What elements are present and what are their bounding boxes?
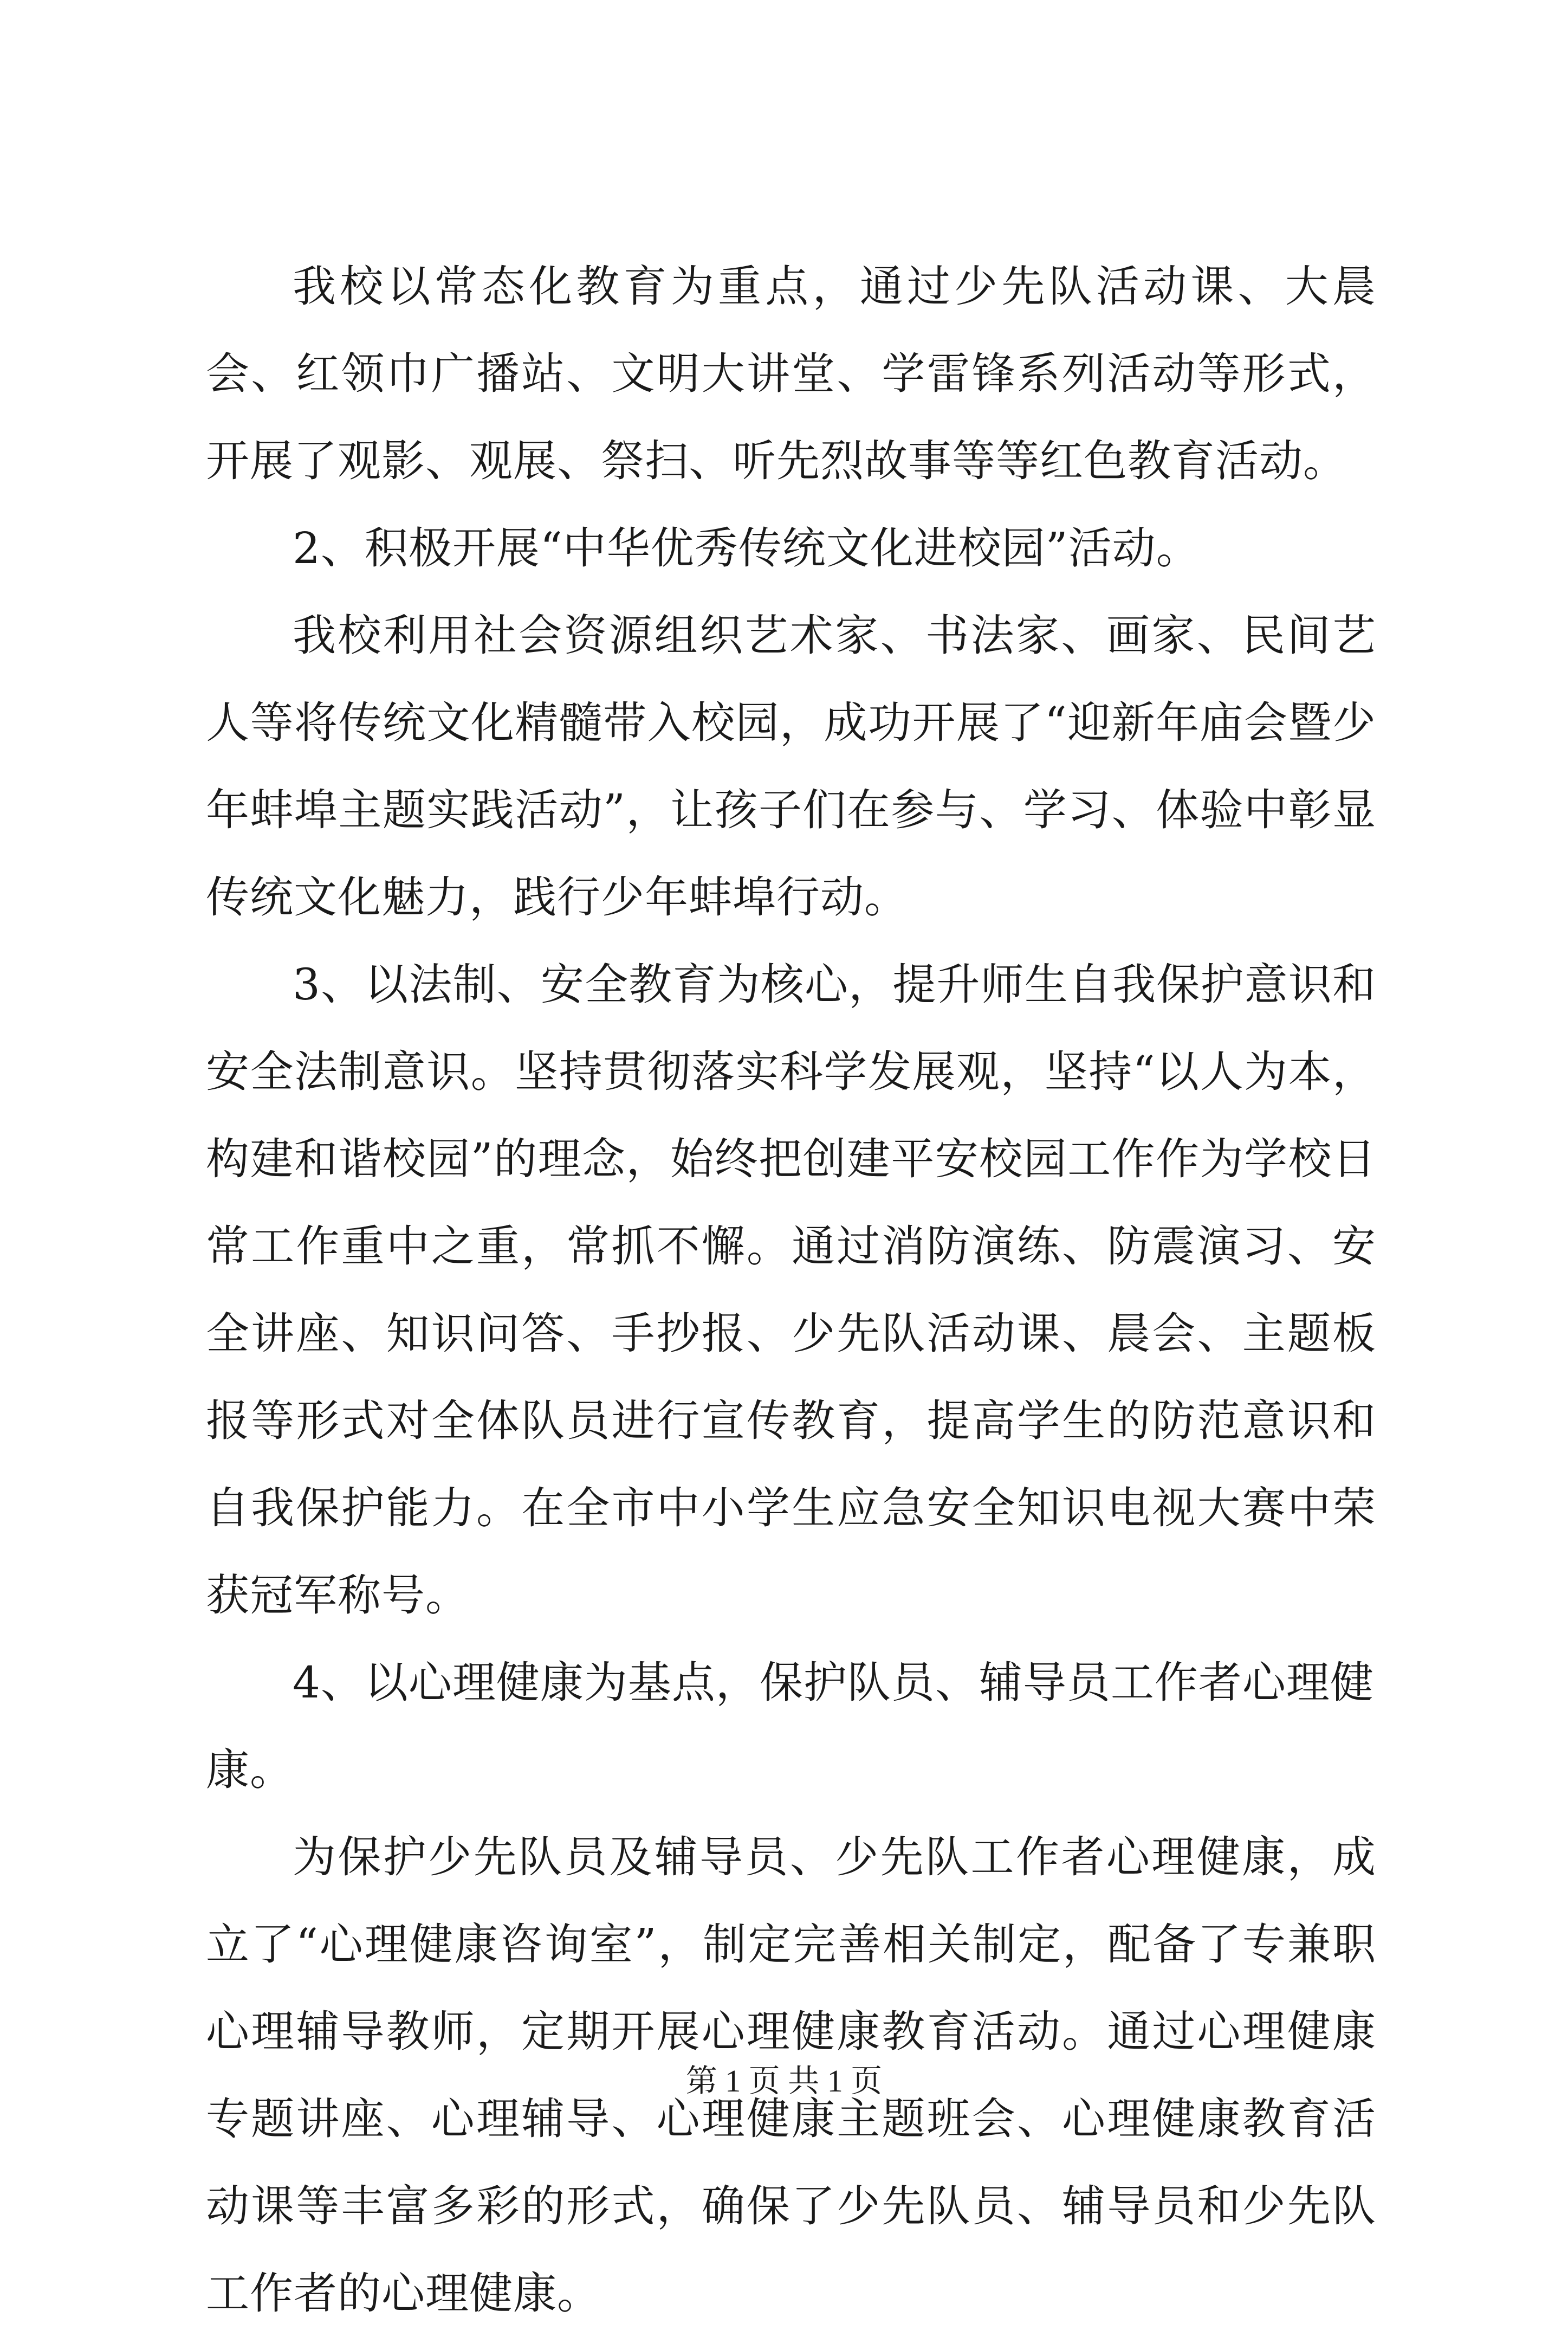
paragraph-red-education: 我校以常态化教育为重点，通过少先队活动课、大晨会、红领巾广播站、文明大讲堂、学雷锋系列活动等形式，开展了观影、观展、祭扫、听先烈故事等等红色教育活动。 (206, 261, 1376, 486)
page-number-footer: 第 1 页 共 1 页 (685, 2063, 883, 2099)
paragraph-safety-education: 3、以法制、安全教育为核心，提升师生自我保护意识和安全法制意识。坚持贯彻落实科学发展观，坚持“以人为本，构建和谐校园”的理念，始终把创建平安校园工作作为学校日常工作重中之重，常抓不懈。通过消防演练、防震演习、安全讲座、知识问答、手抄报、少先队活动课、晨会、主题板报等形式对全体队员进行宣传教育，提高学生的防范意识和自我保护能力。在全市中小学生应急安全知识电视大赛中荣获冠军称号。 (206, 959, 1376, 1621)
paragraph-heading-traditional-culture: 2、积极开展“中华优秀传统文化进校园”活动。 (293, 523, 1200, 573)
paragraph-mental-health: 为保护少先队员及辅导员、少先队工作者心理健康，成立了“心理健康咨询室”，制定完善相关制定，配备了专兼职心理辅导教师，定期开展心理健康教育活动。通过心理健康专题讲座、心理辅导、心理健康主题班会、心理健康教育活动课等丰富多彩的形式，确保了少先队员、辅导员和少先队工作者的心理健康。 (206, 1832, 1376, 2319)
document-body (206, 243, 1376, 2337)
paragraph-heading-mental-health: 4、以心理健康为基点，保护队员、辅导员工作者心理健康。 (206, 1657, 1374, 1795)
paragraph-traditional-culture: 我校利用社会资源组织艺术家、书法家、画家、民间艺人等将传统文化精髓带入校园，成功开展了“迎新年庙会暨少年蚌埠主题实践活动”，让孩子们在参与、学习、体验中彰显传统文化魅力，践行少年蚌埠行动。 (206, 610, 1376, 922)
